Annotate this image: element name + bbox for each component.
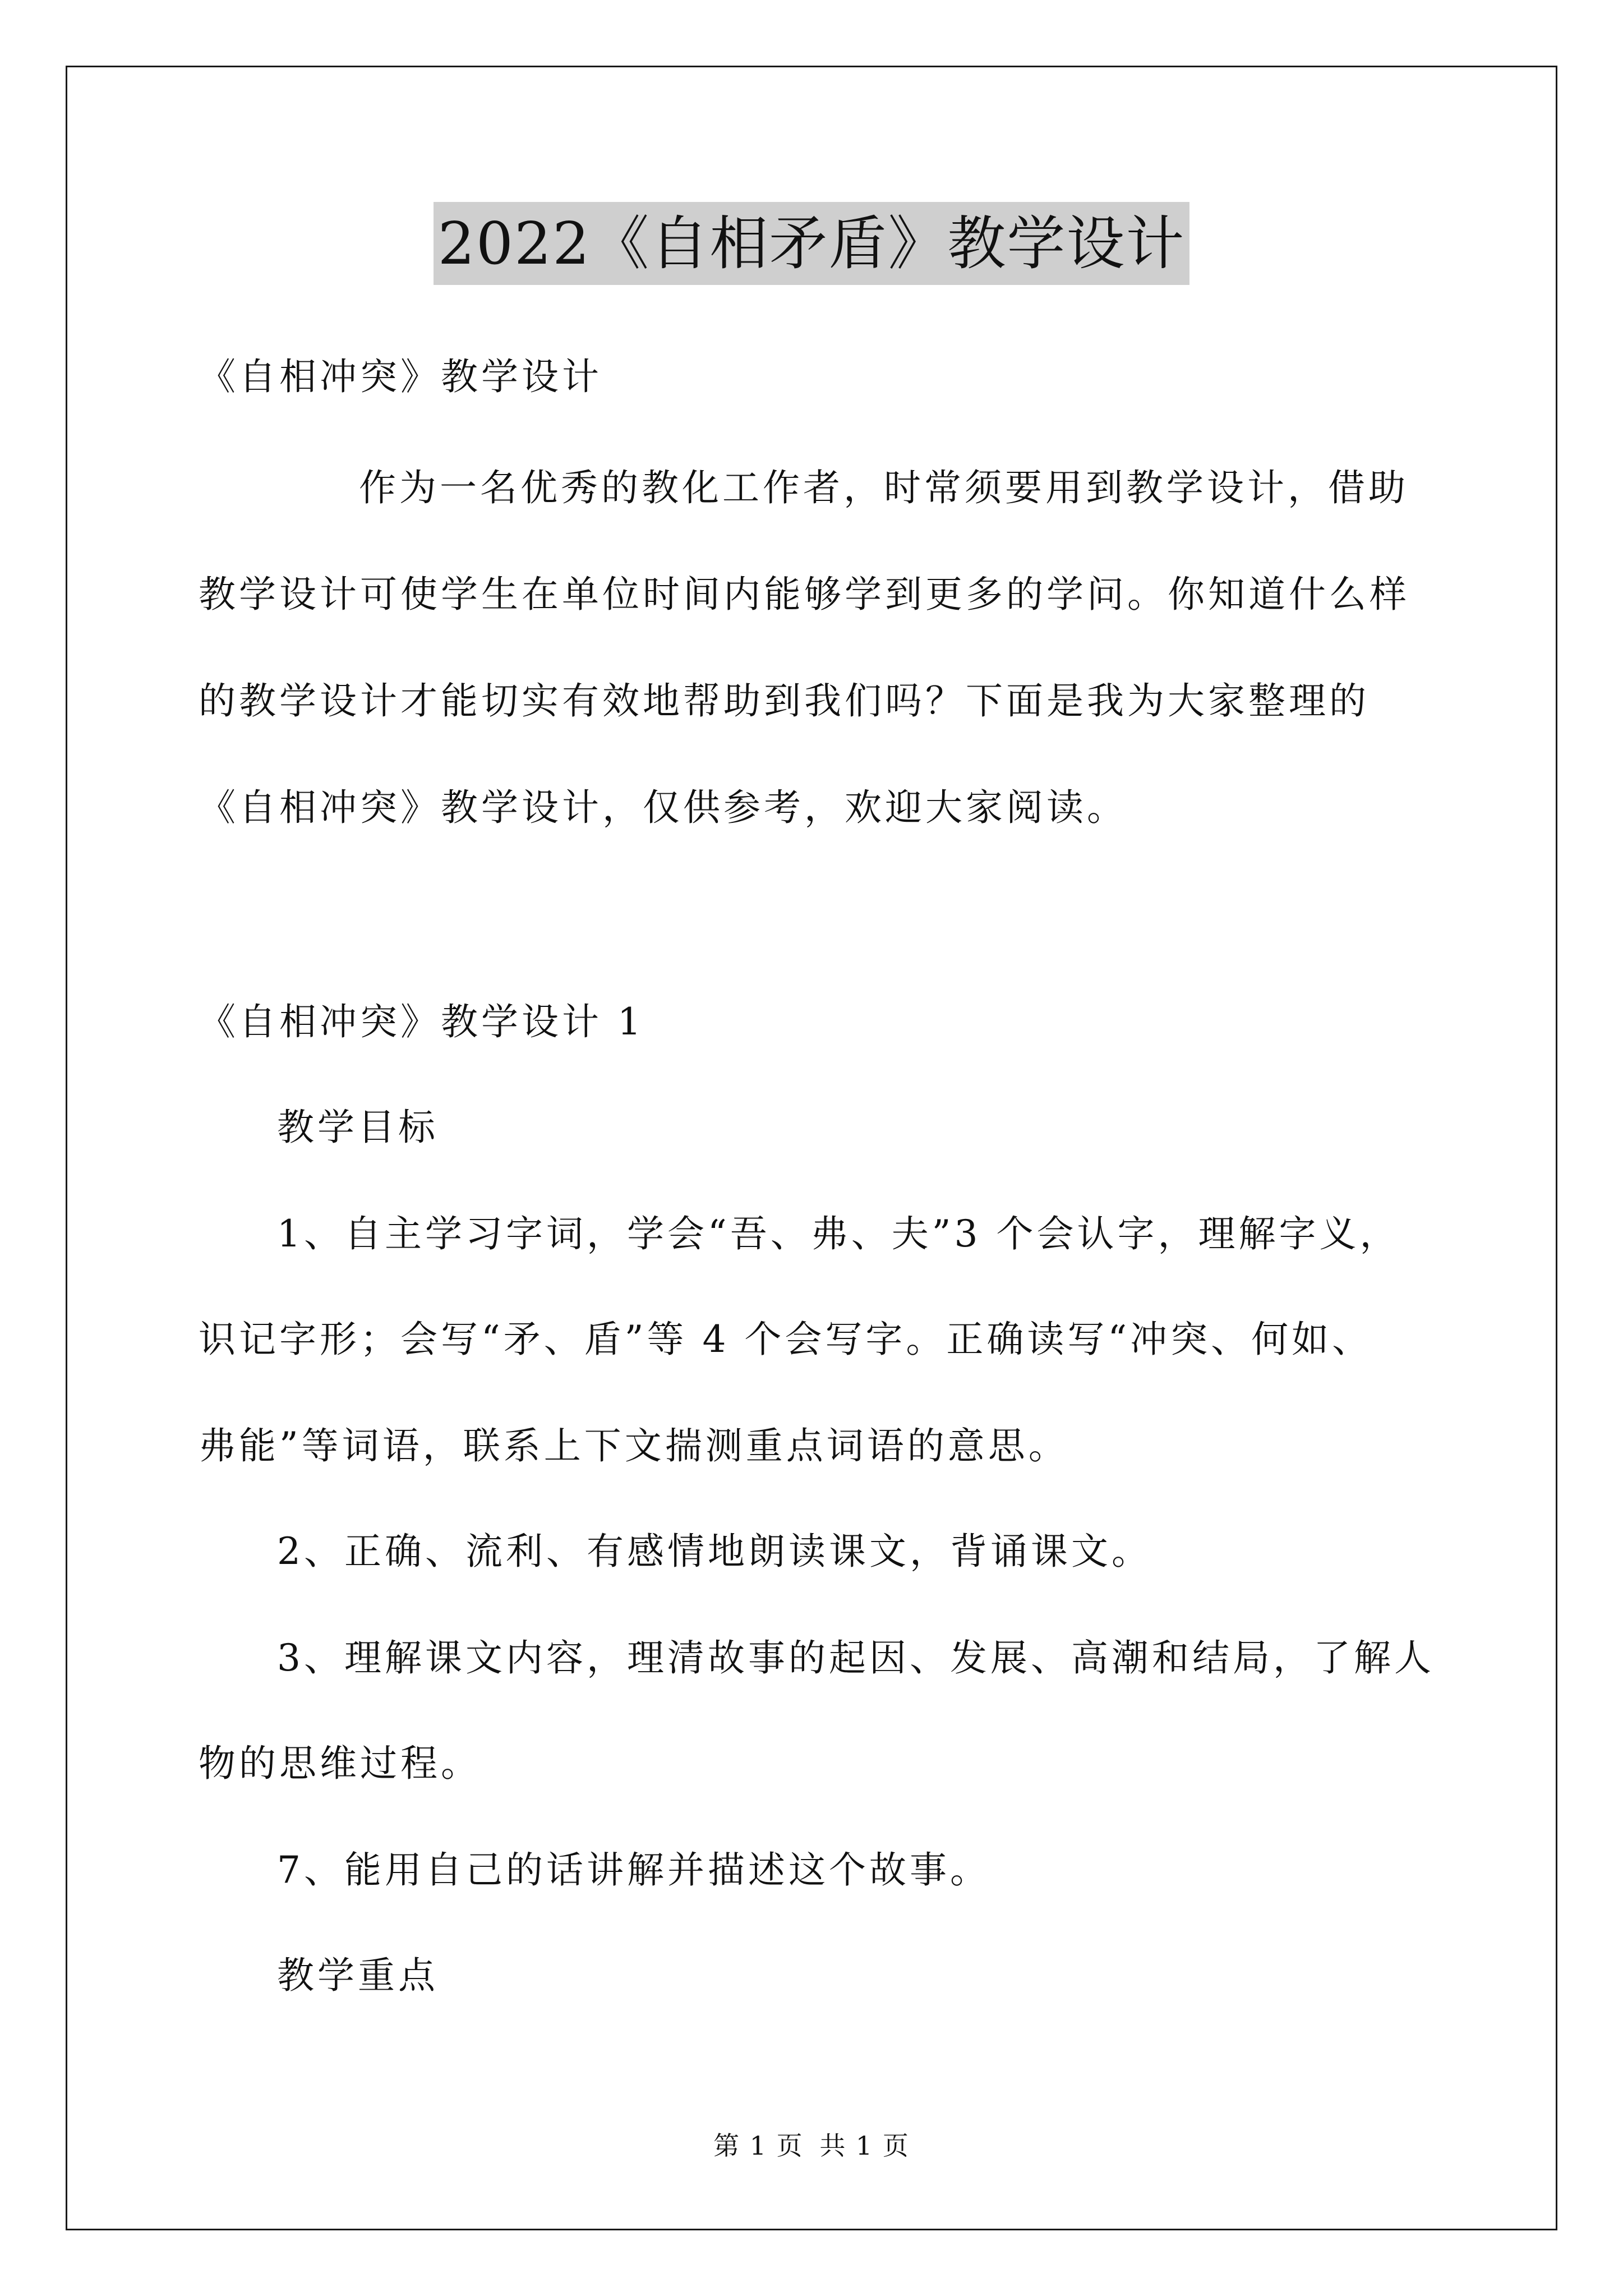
page-total: 共 1 页 <box>819 2131 910 2161</box>
objectives-heading: 教学目标 <box>277 1106 439 1149</box>
intro-paragraph-line-1: 作为一名优秀的教化工作者，时常须要用到教学设计，借助 <box>359 466 1409 509</box>
document-title: 2022《自相矛盾》教学设计 <box>434 202 1190 285</box>
objective-1-line-1: 1、自主学习字词，学会“吾、弗、夫”3 个会认字，理解字义， <box>277 1212 1400 1255</box>
intro-paragraph-line-2: 教学设计可使学生在单位时间内能够学到更多的学问。你知道什么样 <box>199 573 1410 616</box>
page-footer <box>0 2126 1623 2165</box>
section-heading: 《自相冲突》教学设计 1 <box>199 1000 644 1043</box>
objective-7: 7、能用自己的话讲解并描述这个故事。 <box>277 1848 990 1892</box>
intro-paragraph-line-3: 的教学设计才能切实有效地帮助到我们吗？下面是我为大家整理的 <box>199 679 1370 723</box>
page-number: 第 1 页 <box>713 2131 804 2161</box>
subtitle-line: 《自相冲突》教学设计 <box>199 355 602 398</box>
objective-1-line-3: 弗能”等词语，联系上下文揣测重点词语的意思。 <box>199 1424 1069 1467</box>
objective-1-line-2: 识记字形；会写“矛、盾”等 4 个会写字。正确读写“冲突、何如、 <box>199 1318 1373 1361</box>
key-points-heading: 教学重点 <box>277 1954 439 1997</box>
title-container <box>0 202 1623 285</box>
objective-2: 2、正确、流利、有感情地朗读课文，背诵课文。 <box>277 1530 1152 1573</box>
intro-paragraph-line-4: 《自相冲突》教学设计，仅供参考，欢迎大家阅读。 <box>199 786 1127 829</box>
objective-3-line-2: 物的思维过程。 <box>199 1742 481 1785</box>
objective-3-line-1: 3、理解课文内容，理清故事的起因、发展、高潮和结局，了解人 <box>277 1636 1435 1680</box>
